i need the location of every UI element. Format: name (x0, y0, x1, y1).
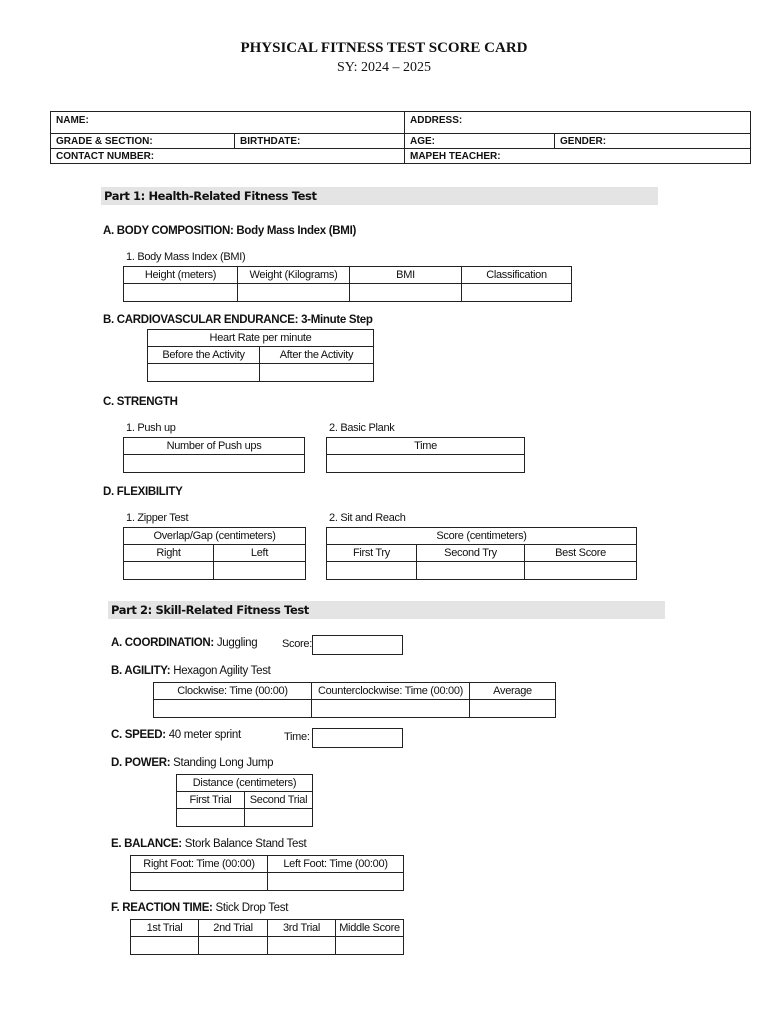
bmi-value-cell[interactable] (350, 284, 462, 302)
plank-label: 2. Basic Plank (329, 422, 395, 434)
reaction-col-middle: Middle Score (336, 920, 404, 937)
speed-time-label: Time: (284, 731, 310, 743)
agility-col-counterclockwise: Counterclockwise: Time (00:00) (312, 683, 470, 700)
pushup-label: 1. Push up (126, 422, 176, 434)
cardio-col-after: After the Activity (260, 347, 374, 364)
pushup-col: Number of Push ups (124, 438, 305, 455)
agility-counter-cell[interactable] (312, 700, 470, 718)
heart-rate-header: Heart Rate per minute (148, 330, 374, 347)
zipper-left-cell[interactable] (214, 562, 306, 580)
power-table (176, 774, 313, 827)
bmi-col-height: Height (meters) (124, 267, 238, 284)
reaction-col-2nd: 2nd Trial (199, 920, 268, 937)
grade-section-field[interactable]: GRADE & SECTION: (51, 134, 235, 149)
zipper-right-cell[interactable] (124, 562, 214, 580)
sit-first-cell[interactable] (327, 562, 417, 580)
bmi-col-weight: Weight (Kilograms) (238, 267, 350, 284)
address-field[interactable]: ADDRESS: (405, 112, 751, 134)
plank-table (326, 437, 525, 473)
agility-average-cell[interactable] (470, 700, 556, 718)
sit-reach-table (326, 527, 637, 580)
sit-col-best: Best Score (525, 545, 637, 562)
agility-table (153, 682, 556, 718)
contact-field[interactable]: CONTACT NUMBER: (51, 149, 405, 164)
balance-heading: E. BALANCE: Stork Balance Stand Test (111, 838, 307, 850)
page-title: PHYSICAL FITNESS TEST SCORE CARD (240, 40, 528, 56)
sit-col-first: First Try (327, 545, 417, 562)
bmi-height-cell[interactable] (124, 284, 238, 302)
power-heading: D. POWER: Standing Long Jump (111, 757, 274, 769)
sit-reach-group-header: Score (centimeters) (327, 528, 637, 545)
reaction-heading: F. REACTION TIME: Stick Drop Test (111, 902, 289, 914)
sit-second-cell[interactable] (417, 562, 525, 580)
bmi-table (123, 266, 572, 302)
speed-heading: C. SPEED: 40 meter sprint (111, 729, 241, 741)
name-field[interactable]: NAME: (51, 112, 405, 134)
balance-left-cell[interactable] (268, 873, 404, 891)
cardio-heading: B. CARDIOVASCULAR ENDURANCE: 3-Minute Step (103, 314, 373, 326)
balance-table (130, 855, 404, 891)
bmi-col-classification: Classification (462, 267, 572, 284)
age-field[interactable]: AGE: (405, 134, 555, 149)
agility-heading: B. AGILITY: Hexagon Agility Test (111, 665, 271, 677)
pushup-table (123, 437, 305, 473)
sit-reach-label: 2. Sit and Reach (329, 512, 406, 524)
power-first-cell[interactable] (177, 809, 245, 827)
school-year: SY: 2024 – 2025 (336, 60, 431, 75)
bmi-heading: A. BODY COMPOSITION: Body Mass Index (BMI) (103, 225, 356, 237)
cardio-before-cell[interactable] (148, 364, 260, 382)
balance-col-left: Left Foot: Time (00:00) (268, 856, 404, 873)
power-col-second: Second Trial (245, 792, 313, 809)
reaction-middle-cell[interactable] (336, 937, 404, 955)
agility-clockwise-cell[interactable] (154, 700, 312, 718)
birthdate-field[interactable]: BIRTHDATE: (235, 134, 405, 149)
zipper-col-left: Left (214, 545, 306, 562)
reaction-col-1st: 1st Trial (131, 920, 199, 937)
cardio-col-before: Before the Activity (148, 347, 260, 364)
bmi-col-bmi: BMI (350, 267, 462, 284)
bmi-classification-cell[interactable] (462, 284, 572, 302)
reaction-2nd-cell[interactable] (199, 937, 268, 955)
power-col-first: First Trial (177, 792, 245, 809)
agility-col-average: Average (470, 683, 556, 700)
balance-right-cell[interactable] (131, 873, 268, 891)
bmi-sublabel: 1. Body Mass Index (BMI) (126, 251, 246, 263)
bmi-weight-cell[interactable] (238, 284, 350, 302)
reaction-3rd-cell[interactable] (268, 937, 336, 955)
power-second-cell[interactable] (245, 809, 313, 827)
plank-cell[interactable] (327, 455, 525, 473)
zipper-col-right: Right (124, 545, 214, 562)
zipper-table (123, 527, 306, 580)
reaction-1st-cell[interactable] (131, 937, 199, 955)
balance-col-right: Right Foot: Time (00:00) (131, 856, 268, 873)
flex-heading: D. FLEXIBILITY (103, 486, 183, 498)
reaction-table (130, 919, 404, 955)
coordination-score-label: Score: (282, 638, 312, 650)
strength-heading: C. STRENGTH (103, 396, 178, 408)
teacher-field[interactable]: MAPEH TEACHER: (405, 149, 751, 164)
coordination-score-box[interactable] (312, 635, 403, 655)
speed-time-box[interactable] (312, 728, 403, 748)
sit-col-second: Second Try (417, 545, 525, 562)
zipper-group-header: Overlap/Gap (centimeters) (124, 528, 306, 545)
zipper-label: 1. Zipper Test (126, 512, 189, 524)
part1-title: Part 1: Health-Related Fitness Test (101, 187, 658, 205)
gender-field[interactable]: GENDER: (555, 134, 751, 149)
power-group-header: Distance (centimeters) (177, 775, 313, 792)
plank-col: Time (327, 438, 525, 455)
sit-best-cell[interactable] (525, 562, 637, 580)
coordination-heading: A. COORDINATION: Juggling (111, 637, 258, 649)
reaction-col-3rd: 3rd Trial (268, 920, 336, 937)
agility-col-clockwise: Clockwise: Time (00:00) (154, 683, 312, 700)
pushup-cell[interactable] (124, 455, 305, 473)
student-info-table (50, 111, 751, 164)
part2-title: Part 2: Skill-Related Fitness Test (108, 601, 665, 619)
cardio-after-cell[interactable] (260, 364, 374, 382)
cardio-table (147, 329, 374, 382)
